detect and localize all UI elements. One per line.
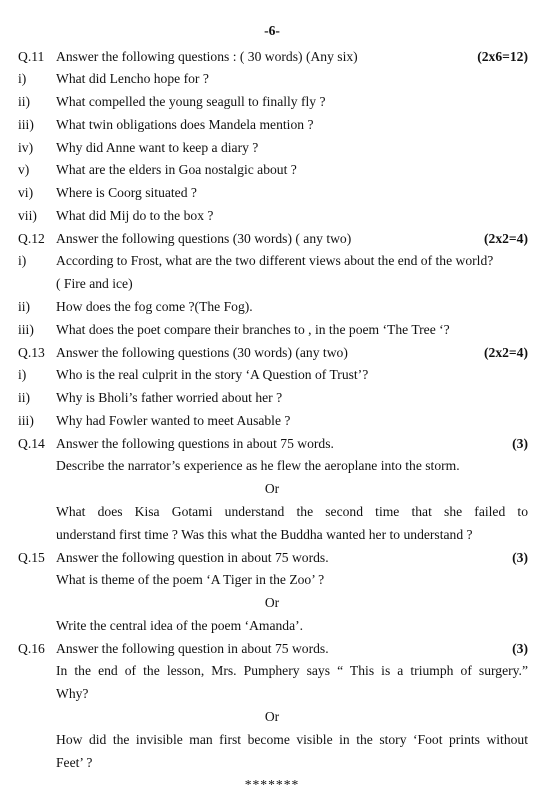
question-instruction: Answer the following question in about 75 words. <box>56 641 329 656</box>
item-label: i) <box>18 253 27 268</box>
question-marks: (3) <box>512 550 528 565</box>
question-instruction: Answer the following questions (30 words) ( any two) <box>56 231 352 246</box>
end-mark: ******* <box>244 777 300 792</box>
item-label: iii) <box>18 413 34 428</box>
item-text: Why did Anne want to keep a diary ? <box>56 140 259 155</box>
question-number: Q.16 <box>18 641 45 656</box>
item-text: What does the poet compare their branches to , in the poem ‘The Tree ‘? <box>56 322 450 337</box>
question-marks: (2x6=12) <box>477 49 528 64</box>
item-text: According to Frost, what are the two different views about the end of the world? <box>56 253 494 268</box>
option-a-text: In the end of the lesson, Mrs. Pumphery says “ This is a triumph of surgery.” <box>56 663 528 678</box>
item-label: vi) <box>18 185 34 200</box>
item-text: Why is Bholi’s father worried about her ? <box>56 390 283 405</box>
item-text-continued: ( Fire and ice) <box>56 276 133 291</box>
item-text: What did Lencho hope for ? <box>56 71 209 86</box>
or-separator: Or <box>264 481 280 496</box>
question-number: Q.11 <box>18 49 45 64</box>
item-label: i) <box>18 367 27 382</box>
item-text: What are the elders in Goa nostalgic about ? <box>56 162 297 177</box>
option-b-text-continued: Feet’ ? <box>56 755 93 770</box>
item-text: Who is the real culprit in the story ‘A Question of Trust’? <box>56 367 369 382</box>
question-number: Q.12 <box>18 231 45 246</box>
question-marks: (3) <box>512 436 528 451</box>
option-b-text: Write the central idea of the poem ‘Amanda’. <box>56 618 304 633</box>
question-instruction: Answer the following questions in about 75 words. <box>56 436 334 451</box>
question-number: Q.15 <box>18 550 45 565</box>
question-marks: (3) <box>512 641 528 656</box>
option-b-text-continued: understand first time ? Was this what the Buddha wanted her to understand ? <box>56 527 473 542</box>
item-text: How does the fog come ?(The Fog). <box>56 299 253 314</box>
question-instruction: Answer the following questions : ( 30 words) (Any six) <box>56 49 358 64</box>
item-label: iii) <box>18 117 34 132</box>
item-text: What did Mij do to the box ? <box>56 208 214 223</box>
item-label: ii) <box>18 390 31 405</box>
page-number: -6- <box>264 23 280 38</box>
question-number: Q.14 <box>18 436 45 451</box>
question-marks: (2x2=4) <box>484 345 528 360</box>
item-label: v) <box>18 162 30 177</box>
option-b-text: How did the invisible man first become visible in the story ‘Foot prints without <box>56 732 528 747</box>
option-a-text-continued: Why? <box>56 686 89 701</box>
option-a-text: What is theme of the poem ‘A Tiger in the Zoo’ ? <box>56 572 325 587</box>
question-instruction: Answer the following question in about 75 words. <box>56 550 329 565</box>
item-label: i) <box>18 71 27 86</box>
option-b-text: What does Kisa Gotami understand the second time that she failed to <box>56 504 528 519</box>
question-instruction: Answer the following questions (30 words) (any two) <box>56 345 348 360</box>
question-marks: (2x2=4) <box>484 231 528 246</box>
item-label: iii) <box>18 322 34 337</box>
or-separator: Or <box>264 709 280 724</box>
item-label: ii) <box>18 94 31 109</box>
item-label: iv) <box>18 140 34 155</box>
item-text: Where is Coorg situated ? <box>56 185 197 200</box>
item-text: What compelled the young seagull to finally fly ? <box>56 94 326 109</box>
question-number: Q.13 <box>18 345 45 360</box>
item-label: ii) <box>18 299 31 314</box>
item-text: Why had Fowler wanted to meet Ausable ? <box>56 413 291 428</box>
or-separator: Or <box>264 595 280 610</box>
option-a-text: Describe the narrator’s experience as he flew the aeroplane into the storm. <box>56 458 460 473</box>
item-label: vii) <box>18 208 37 223</box>
item-text: What twin obligations does Mandela mention ? <box>56 117 314 132</box>
